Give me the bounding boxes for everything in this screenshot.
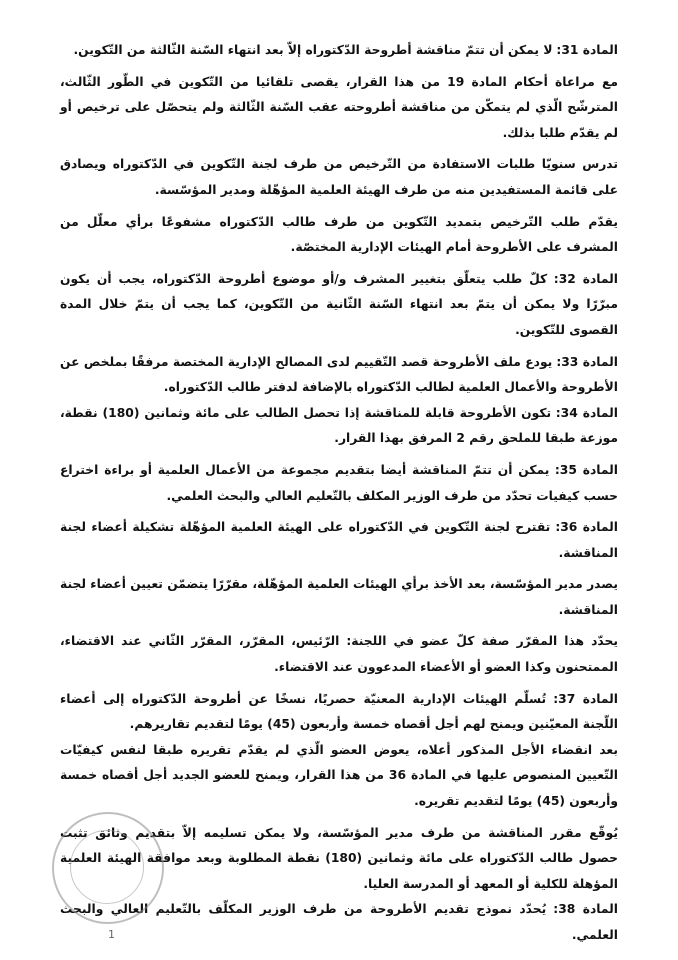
paragraph [60, 572, 618, 623]
article-label: المادة 34: [555, 405, 618, 420]
paragraph [60, 70, 618, 147]
article-34 [60, 401, 618, 452]
paragraph-text: بعد انقضاء الأجل المذكور أعلاه، يعوض العضو الّذي لم يقدّم تقريره طبقا لنفس كيفيّات التّعيين المنصوص عليها في المادة 36 من هذا القرار، ويمنح للعضو الجديد أجل أقصاه خمسة وأربعون (45) يومًا لتقديم تقريره. [60, 742, 618, 809]
article-label: المادة 33: [556, 354, 618, 369]
article-text: لا يمكن أن تتمّ مناقشة أطروحة الدّكتوراه إلاّ بعد انتهاء السّنة الثّالثة من التّكوين. [73, 43, 553, 57]
article-label: المادة 32: [553, 271, 618, 286]
page-number: 1 [108, 928, 115, 941]
paragraph-text: مع مراعاة أحكام المادة 19 من هذا القرار، يقصى تلقائيا من التّكوين في الطّور الثّالث، المترشّح الّذي لم يتمكّن من مناقشة أطروحته عقب السّنة الثّالثة ولم يتحصّل على ترخيص أو لم يقدّم طلبا بذلك. [60, 74, 618, 140]
article-33 [60, 350, 618, 401]
article-36 [60, 515, 618, 566]
paragraph [60, 210, 618, 261]
article-text: تكون الأطروحة قابلة للمناقشة إذا تحصل الطالب على مائة وثمانين (180) نقطة، موزعة طبقا للملحق رقم 2 المرفق بهذا القرار. [60, 405, 618, 446]
paragraph [60, 738, 618, 815]
seal-inner-ring [70, 830, 144, 904]
article-text: يُحدّد نموذج تقديم الأطروحة من طرف الوزير المكلّف بالتّعليم العالي والبحث العلمي. [60, 902, 618, 942]
official-seal-stamp [52, 812, 164, 924]
article-label: المادة 37: [553, 691, 618, 706]
article-label: المادة 31: [556, 43, 618, 57]
article-label: المادة 38: [553, 902, 618, 917]
paragraph-text: يحدّد هذا المقرّر صفة كلّ عضو في اللجنة: الرّئيس، المقرّر، المقرّر الثّاني عند الاقتضاء، الممتحنون وكذا العضو أو الأعضاء المدعوون عند الاقتضاء. [60, 634, 618, 675]
article-37 [60, 687, 618, 738]
paragraph [60, 629, 618, 680]
article-35 [60, 458, 618, 509]
article-32 [60, 267, 618, 344]
paragraph-text: يقدّم طلب التّرخيص بتمديد التّكوين من طرف طالب الدّكتوراه مشفوعًا برأي معلّل من المشرف على الأطروحة أمام الهيئات الإدارية المختصّة. [60, 214, 618, 255]
article-text: يودع ملف الأطروحة قصد التّقييم لدى المصالح الإدارية المختصة مرفقًا بملخص عن الأطروحة والأعمال العلمية لطالب الدّكتوراه بالإضافة لدفتر طالب الدّكتوراه. [60, 354, 618, 395]
article-text: كلّ طلب يتعلّق بتغيير المشرف و/أو موضوع أطروحة الدّكتوراه، يجب أن يكون مبرّرًا ولا يمكن أن يتمّ بعد انتهاء السّنة الثّانية من التّكوين، كما يجب أن يتمّ خلال المدة القصوى للتّكوين. [60, 271, 618, 337]
article-31 [60, 38, 618, 64]
article-text: تقترح لجنة التّكوين في الدّكتوراه على الهيئة العلمية المؤهّلة تشكيلة أعضاء لجنة المناقشة. [60, 520, 618, 560]
paragraph-text: يصدر مدير المؤسّسة، بعد الأخذ برأي الهيئات العلمية المؤهّلة، مقرّرًا يتضمّن تعيين أعضاء لجنة المناقشة. [60, 577, 618, 617]
paragraph-text: يُوقّع مقرر المناقشة من طرف مدير المؤسّسة، ولا يمكن تسليمه إلاّ بتقديم وثائق تثبت حصول طالب الدّكتوراه على مائة وثمانين (180) نقطة المطلوبة وبعد موافقة الهيئة العلمية المؤهلة للكلية أو المعهد أو المدرسة العليا. [60, 825, 618, 891]
paragraph [60, 152, 618, 203]
article-text: تُسلّم الهيئات الإدارية المعنيّة حصريًا، نسخًا عن أطروحة الدّكتوراه إلى أعضاء اللّجنة المعيّنين ويمنح لهم أجل أقصاه خمسة وأربعون (45) يومًا لتقديم تقاريرهم. [60, 691, 618, 732]
article-label: المادة 36: [555, 520, 618, 535]
article-text: يمكن أن تتمّ المناقشة أيضا بتقديم مجموعة من الأعمال العلمية أو براءة اختراع حسب كيفيات تحدّد من طرف الوزير المكلف بالتّعليم العالي والبحث العلمي. [60, 462, 618, 503]
paragraph-text: تدرس سنويّا طلبات الاستفادة من التّرخيص من طرف لجنة التّكوين في الدّكتوراه ويصادق على قائمة المستفيدين منه من طرف الهيئة العلمية المؤهّلة ومدير المؤسّسة. [60, 157, 618, 197]
article-label: المادة 35: [554, 462, 618, 477]
